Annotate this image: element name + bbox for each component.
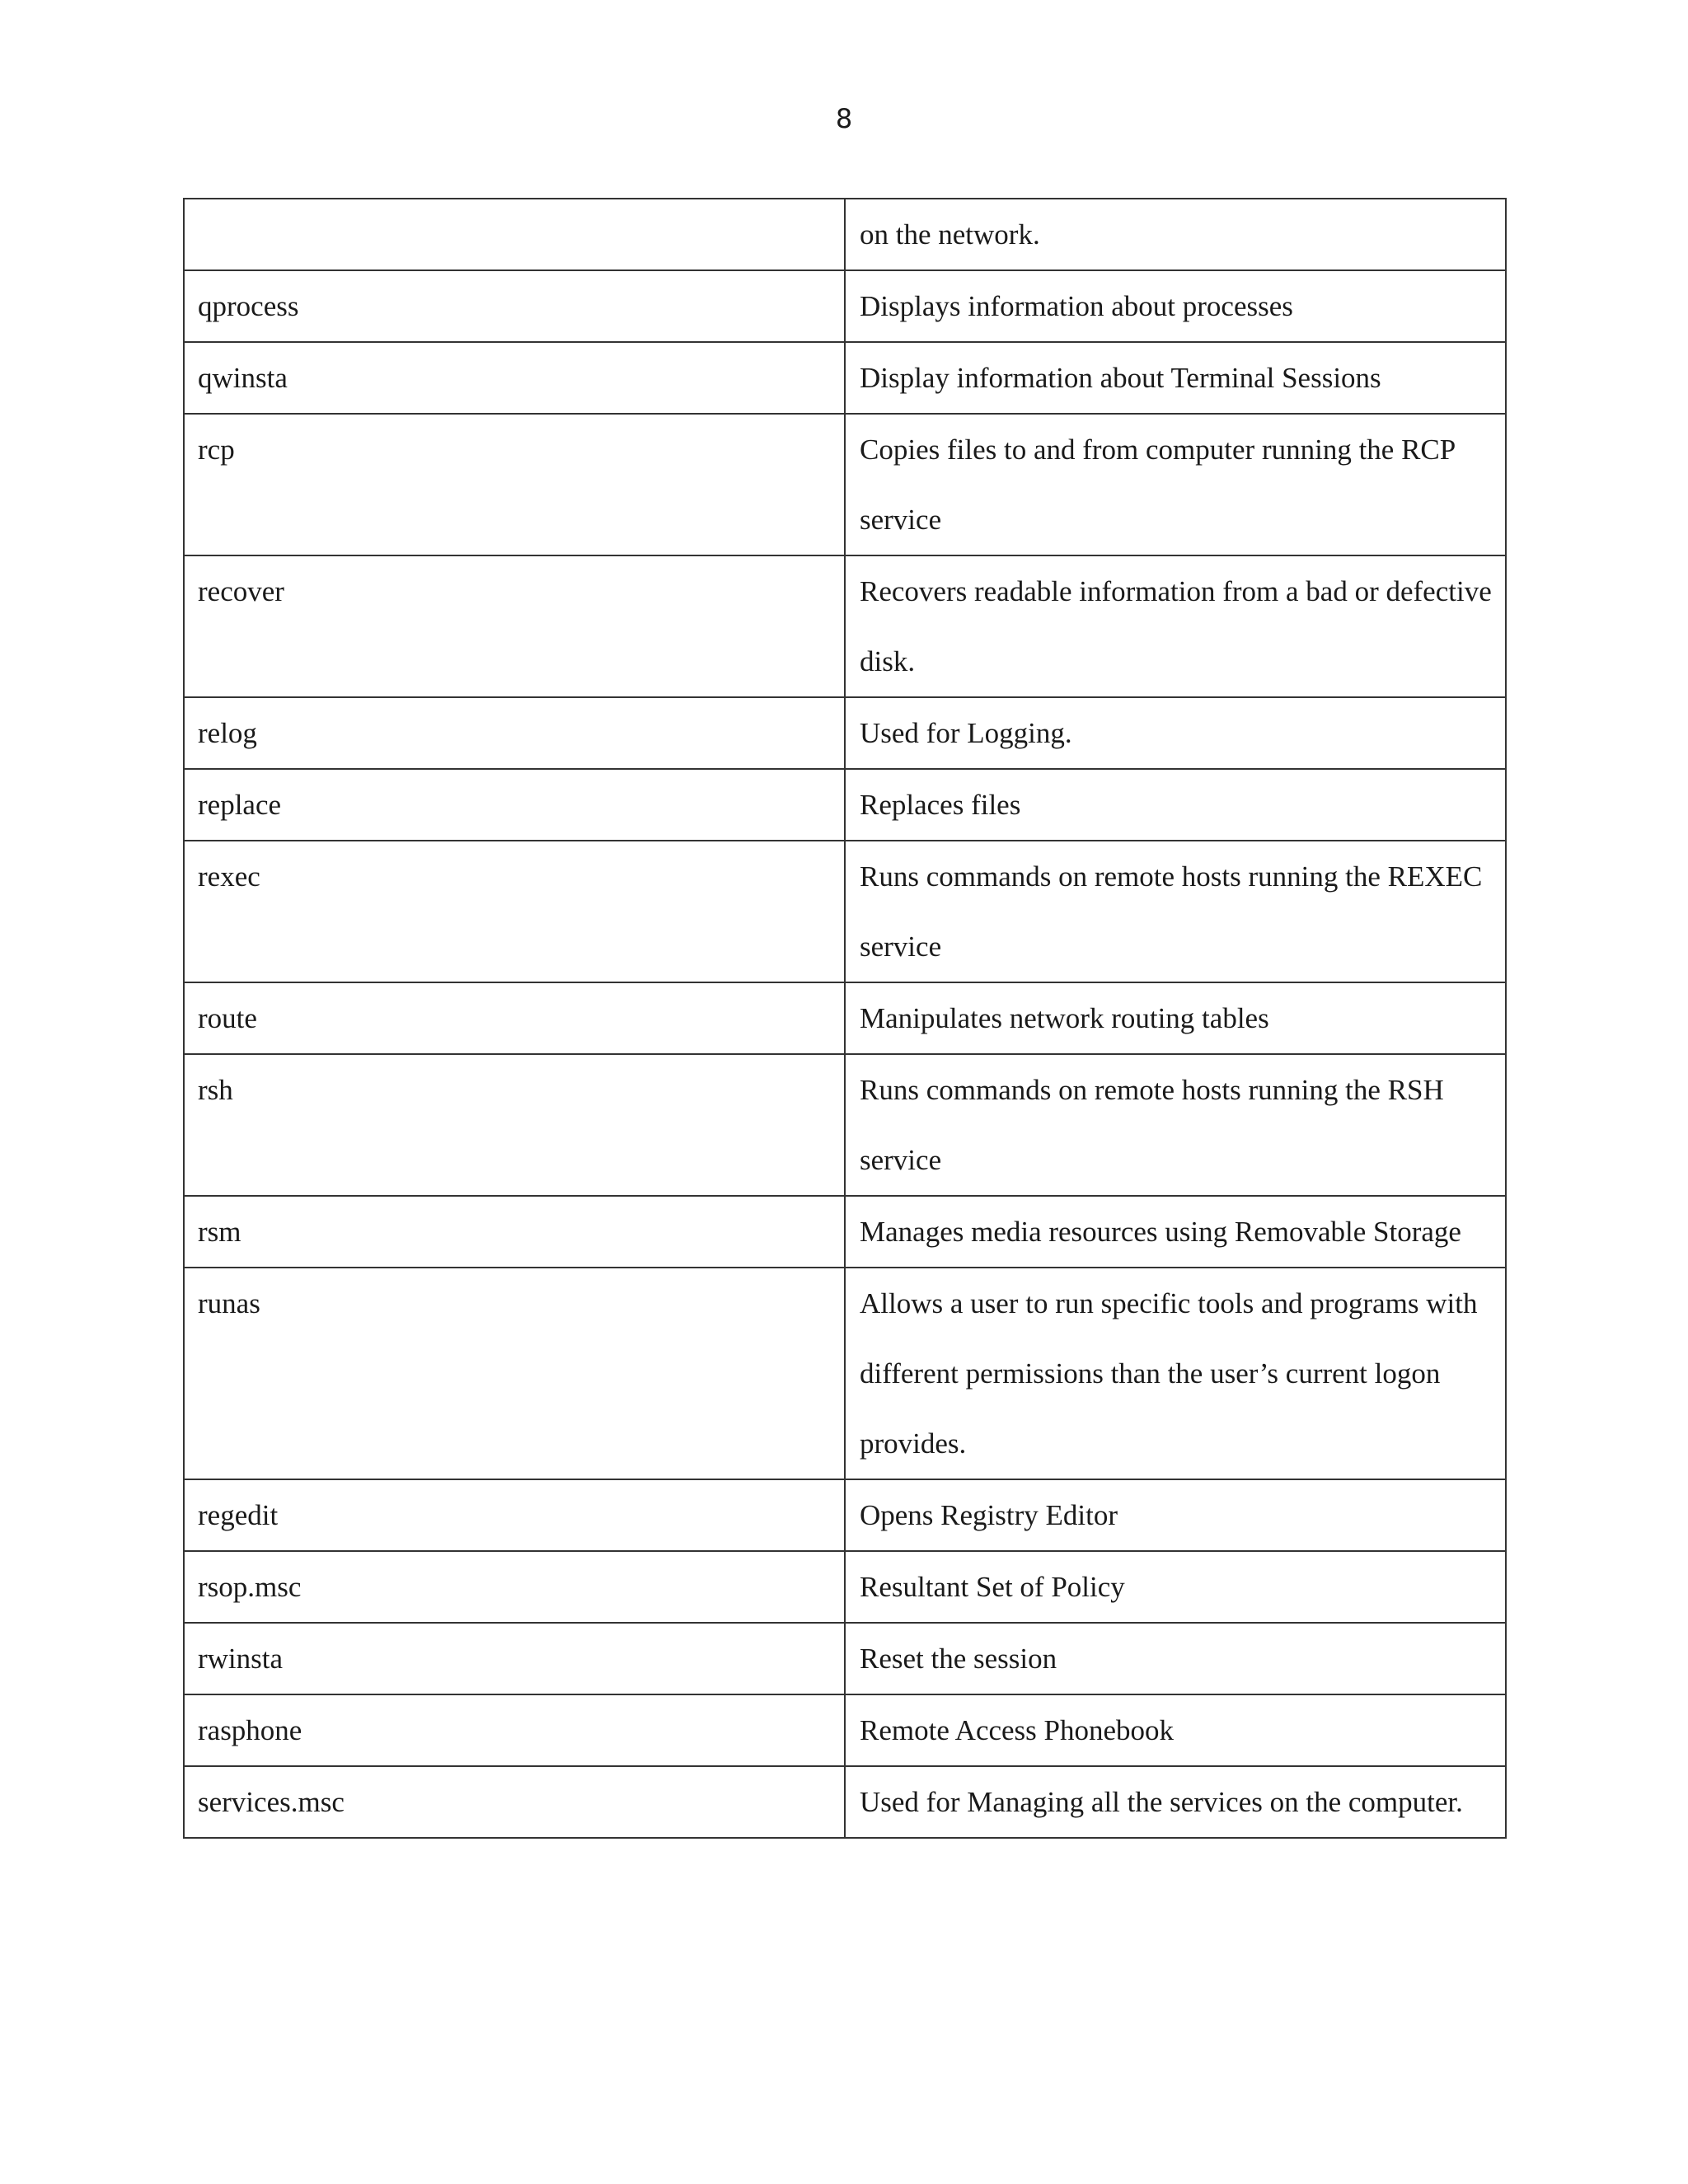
command-cell: qwinsta — [184, 342, 845, 414]
command-cell: recover — [184, 555, 845, 697]
command-cell: rexec — [184, 841, 845, 982]
description-cell: Reset the session — [845, 1623, 1506, 1694]
description-cell: Resultant Set of Policy — [845, 1551, 1506, 1623]
command-cell: rasphone — [184, 1694, 845, 1766]
command-cell: services.msc — [184, 1766, 845, 1838]
table-row — [184, 1766, 1506, 1838]
description-cell: Allows a user to run specific tools and programs with different permissions than the user’s current logon provides. — [845, 1268, 1506, 1479]
table-row — [184, 270, 1506, 342]
table-row — [184, 769, 1506, 841]
table-row — [184, 697, 1506, 769]
table-row — [184, 1623, 1506, 1694]
description-cell: Remote Access Phonebook — [845, 1694, 1506, 1766]
description-cell: Displays information about processes — [845, 270, 1506, 342]
description-cell: Used for Logging. — [845, 697, 1506, 769]
description-cell: Opens Registry Editor — [845, 1479, 1506, 1551]
command-cell: rsop.msc — [184, 1551, 845, 1623]
description-cell: Manipulates network routing tables — [845, 982, 1506, 1054]
description-cell: Runs commands on remote hosts running the REXEC service — [845, 841, 1506, 982]
command-cell: rcp — [184, 414, 845, 555]
description-cell: Manages media resources using Removable Storage — [845, 1196, 1506, 1268]
command-cell: relog — [184, 697, 845, 769]
table-row — [184, 414, 1506, 555]
description-cell: Recovers readable information from a bad or defective disk. — [845, 555, 1506, 697]
description-cell: Copies files to and from computer running the RCP service — [845, 414, 1506, 555]
page-number: 8 — [835, 103, 853, 134]
description-cell: Replaces files — [845, 769, 1506, 841]
table-row — [184, 1196, 1506, 1268]
table-row — [184, 199, 1506, 270]
description-cell: Display information about Terminal Sessions — [845, 342, 1506, 414]
command-cell: runas — [184, 1268, 845, 1479]
command-cell: replace — [184, 769, 845, 841]
table-row — [184, 1054, 1506, 1196]
table-row — [184, 982, 1506, 1054]
table-row — [184, 1551, 1506, 1623]
table-row — [184, 1479, 1506, 1551]
table-row — [184, 555, 1506, 697]
command-cell: rsm — [184, 1196, 845, 1268]
command-table — [183, 198, 1507, 1839]
command-cell: route — [184, 982, 845, 1054]
command-cell — [184, 199, 845, 270]
table-row — [184, 1694, 1506, 1766]
command-cell: regedit — [184, 1479, 845, 1551]
description-cell: Runs commands on remote hosts running the RSH service — [845, 1054, 1506, 1196]
description-cell: on the network. — [845, 199, 1506, 270]
command-cell: rsh — [184, 1054, 845, 1196]
table-row — [184, 841, 1506, 982]
command-cell: qprocess — [184, 270, 845, 342]
table-row — [184, 342, 1506, 414]
description-cell: Used for Managing all the services on the computer. — [845, 1766, 1506, 1838]
table-row — [184, 1268, 1506, 1479]
command-cell: rwinsta — [184, 1623, 845, 1694]
